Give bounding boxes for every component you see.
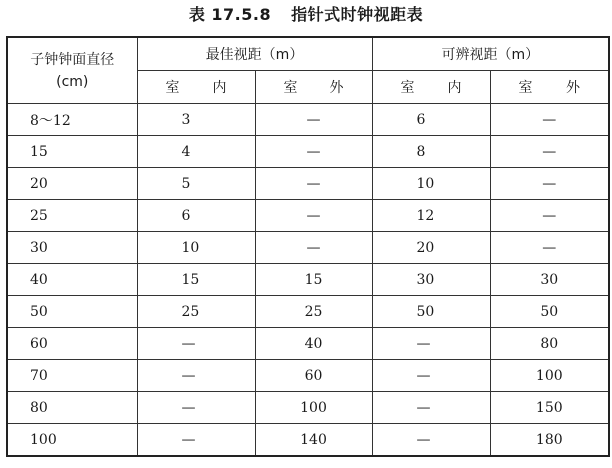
best-outdoor-cell: — [255, 232, 372, 264]
vis-outdoor-cell: 100 [490, 360, 609, 392]
diameter-header [7, 37, 137, 104]
best-distance-header: 最佳视距（m） [137, 37, 372, 71]
vis-indoor-cell: — [372, 360, 490, 392]
vis-outdoor-cell: 150 [490, 392, 609, 424]
best-indoor-cell: — [137, 360, 255, 392]
vis-outdoor-cell: — [490, 200, 609, 232]
table-row [7, 296, 609, 328]
diameter-cell: 50 [7, 296, 137, 328]
vis-outdoor-cell: 180 [490, 424, 609, 457]
table-caption [0, 4, 612, 26]
diameter-cell: 20 [7, 168, 137, 200]
vis-indoor-cell: 12 [372, 200, 490, 232]
vis-indoor-cell: 6 [372, 104, 490, 136]
best-indoor-cell: 6 [137, 200, 255, 232]
best-indoor-header-b: 内 [212, 80, 227, 96]
diameter-cell: 80 [7, 392, 137, 424]
vis-outdoor-header [490, 71, 609, 104]
best-indoor-cell: 3 [137, 104, 255, 136]
best-outdoor-cell: 15 [255, 264, 372, 296]
best-outdoor-cell: — [255, 136, 372, 168]
best-indoor-header [137, 71, 255, 104]
vis-outdoor-header-a: 室 [518, 80, 533, 96]
best-indoor-header-a: 室 [165, 80, 180, 96]
vis-indoor-header [372, 71, 490, 104]
diameter-cell: 30 [7, 232, 137, 264]
table-row [7, 392, 609, 424]
best-indoor-cell: 25 [137, 296, 255, 328]
diameter-cell: 15 [7, 136, 137, 168]
table-title: 指针式时钟视距表 [291, 5, 424, 24]
table-row [7, 424, 609, 457]
table-row [7, 136, 609, 168]
diameter-header-line2: (cm) [56, 73, 89, 90]
diameter-cell: 100 [7, 424, 137, 457]
vis-outdoor-cell: 50 [490, 296, 609, 328]
table-row [7, 104, 609, 136]
table-row [7, 360, 609, 392]
best-indoor-cell: 5 [137, 168, 255, 200]
vis-outdoor-cell: — [490, 104, 609, 136]
vis-indoor-cell: 8 [372, 136, 490, 168]
vis-indoor-cell: — [372, 328, 490, 360]
best-outdoor-cell: — [255, 168, 372, 200]
best-outdoor-header-b: 外 [329, 80, 344, 96]
table-row [7, 232, 609, 264]
best-outdoor-cell: 25 [255, 296, 372, 328]
diameter-header-line1: 子钟钟面直径 [30, 51, 115, 68]
vis-indoor-cell: 30 [372, 264, 490, 296]
vis-indoor-cell: — [372, 424, 490, 457]
best-indoor-cell: — [137, 328, 255, 360]
clock-viewing-distance-table [6, 36, 610, 457]
best-outdoor-header [255, 71, 372, 104]
table-row [7, 168, 609, 200]
vis-outdoor-cell: — [490, 232, 609, 264]
table-number: 表 17.5.8 [188, 5, 272, 24]
vis-outdoor-cell: — [490, 136, 609, 168]
visible-distance-header: 可辨视距（m） [372, 37, 609, 71]
best-indoor-cell: 4 [137, 136, 255, 168]
best-outdoor-cell: 140 [255, 424, 372, 457]
table-row [7, 264, 609, 296]
best-outdoor-cell: 60 [255, 360, 372, 392]
vis-indoor-header-b: 内 [447, 80, 462, 96]
vis-outdoor-header-b: 外 [566, 80, 581, 96]
vis-indoor-cell: 20 [372, 232, 490, 264]
vis-indoor-header-a: 室 [400, 80, 415, 96]
header-row-1 [7, 37, 609, 71]
diameter-cell: 60 [7, 328, 137, 360]
vis-outdoor-cell: — [490, 168, 609, 200]
best-outdoor-cell: — [255, 200, 372, 232]
table-row [7, 200, 609, 232]
best-indoor-cell: — [137, 424, 255, 457]
diameter-cell: 70 [7, 360, 137, 392]
vis-indoor-cell: 10 [372, 168, 490, 200]
diameter-cell: 40 [7, 264, 137, 296]
vis-outdoor-cell: 30 [490, 264, 609, 296]
table-row [7, 328, 609, 360]
diameter-cell: 25 [7, 200, 137, 232]
best-indoor-cell: 10 [137, 232, 255, 264]
best-indoor-cell: — [137, 392, 255, 424]
best-outdoor-cell: — [255, 104, 372, 136]
best-indoor-cell: 15 [137, 264, 255, 296]
best-outdoor-header-a: 室 [283, 80, 298, 96]
best-outdoor-cell: 100 [255, 392, 372, 424]
vis-indoor-cell: — [372, 392, 490, 424]
best-outdoor-cell: 40 [255, 328, 372, 360]
vis-outdoor-cell: 80 [490, 328, 609, 360]
diameter-cell: 8～12 [7, 104, 137, 136]
vis-indoor-cell: 50 [372, 296, 490, 328]
